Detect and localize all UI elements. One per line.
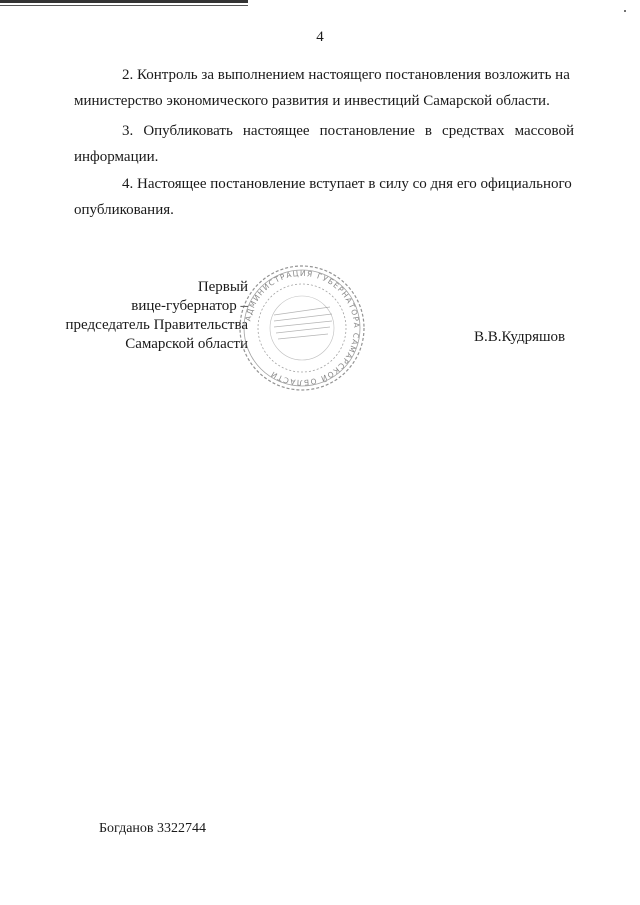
signatory-title-line: вице-губернатор – <box>131 298 248 314</box>
paragraph-3 <box>74 118 574 170</box>
signatory-title-line: Первый <box>197 279 248 295</box>
paragraph-line: 3. Опубликовать настоящее постановление в средствах массовой <box>122 123 574 139</box>
paragraph-2 <box>74 62 574 114</box>
scan-speck <box>624 10 626 12</box>
official-seal <box>236 263 368 393</box>
executor-contact: Богданов 3322744 <box>99 821 207 836</box>
signatory-title <box>60 278 248 354</box>
signatory-title-line: председатель Правительства <box>65 317 248 333</box>
paragraph-4 <box>74 171 574 223</box>
paragraph-line: 2. Контроль за выполнением настоящего постановления возложить на <box>122 67 570 83</box>
signatory-title-line: Самарской области <box>125 336 248 352</box>
seal-text: АДМИНИСТРАЦИЯ ГУБЕРНАТОРА САМАРСКОЙ ОБЛАСТИ <box>243 268 362 388</box>
paragraph-line: 4. Настоящее постановление вступает в силу со дня его официального <box>122 176 572 192</box>
header-rule-thin <box>0 5 248 6</box>
paragraph-line: министерство экономического развития и инвестиций Самарской области. <box>74 93 550 109</box>
paragraph-line: опубликования. <box>74 202 174 218</box>
paragraph-line: информации. <box>74 149 159 165</box>
signatory-name: В.В.Кудряшов <box>474 329 566 345</box>
header-rule <box>0 0 248 3</box>
page-number: 4 <box>316 29 324 45</box>
